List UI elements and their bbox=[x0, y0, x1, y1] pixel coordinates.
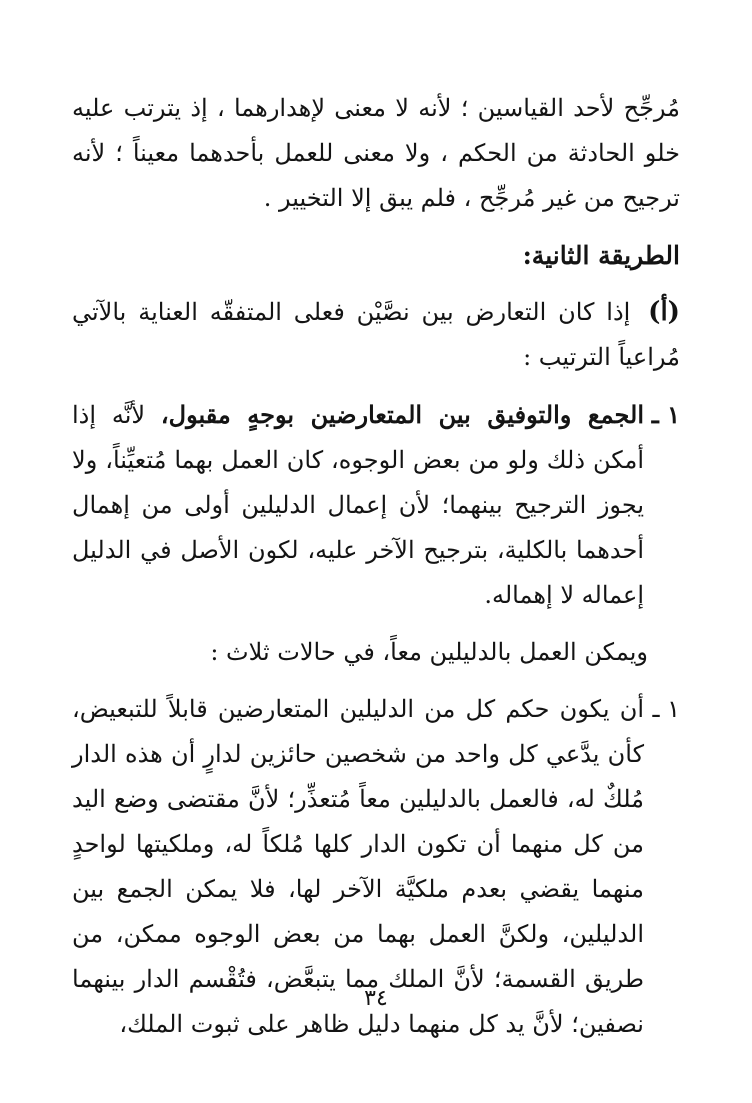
page-number: ٣٤ bbox=[364, 986, 388, 1011]
item-1-bold-lead: الجمع والتوفيق بين المتعارضين بوجهٍ مقبول، bbox=[160, 400, 644, 429]
numbered-item-1 bbox=[72, 392, 680, 618]
section-a-text: إذا كان التعارض بين نصَّيْن فعلى المتفقّه العناية بالآتي مُراعياً الترتيب : bbox=[72, 298, 680, 371]
case-1-text: أن يكون حكم كل من الدليلين المتعارضين قابلاً للتبعيض، كأن يدَّعي كل واحد من شخصين حائزين لدارٍ أن هذه الدار مُلكٌ له، فالعمل بالدليلين معاً مُتعذِّر؛ لأنَّ مقتضى وضع اليد من كل منهما أن تكون الدار كلها مُلكاً له، وملكيتها لواحدٍ منهما يقضي بعدم ملكيَّة الآخر لها، فلا يمكن الجمع بين الدليلين، ولكنَّ العمل بهما من بعض الوجوه ممكن، من طريق القسمة؛ لأنَّ الملك مما يتبعَّض، فتُقْسم الدار بينهما نصفين؛ لأنَّ يد كل منهما دليل ظاهر على ثبوت الملك، bbox=[72, 695, 644, 1038]
paragraph-continuation: مُرجِّح لأحد القياسين ؛ لأنه لا معنى لإهدارهما ، إذ يترتب عليه خلو الحادثة من الحكم ، ولا معنى للعمل بأحدهما معيناً ؛ لأنه ترجيح من غير مُرجِّح ، فلم يبق إلا التخيير . bbox=[72, 94, 680, 212]
section-heading: الطريقة الثانية: bbox=[522, 241, 680, 270]
cases-intro-paragraph: ويمكن العمل بالدليلين معاً، في حالات ثلاث : bbox=[210, 638, 648, 666]
page-content bbox=[72, 86, 680, 1047]
section-a-paragraph bbox=[72, 290, 680, 380]
case-1-number: ١ ـ bbox=[652, 695, 680, 723]
section-a-marker: (أ) bbox=[648, 297, 680, 327]
item-1-body bbox=[72, 392, 644, 618]
item-1-text: لأنَّه إذا أمكن ذلك ولو من بعض الوجوه، كان العمل بهما مُتعيِّناً، ولا يجوز الترجيح بينهما؛ لأن إعمال الدليلين أولى من إهمال أحدهما بالكلية، بترجيح الآخر عليه، لكون الأصل في الدليل إعماله لا إهماله. bbox=[72, 401, 644, 609]
item-1-number: ١ ـ bbox=[651, 400, 680, 429]
